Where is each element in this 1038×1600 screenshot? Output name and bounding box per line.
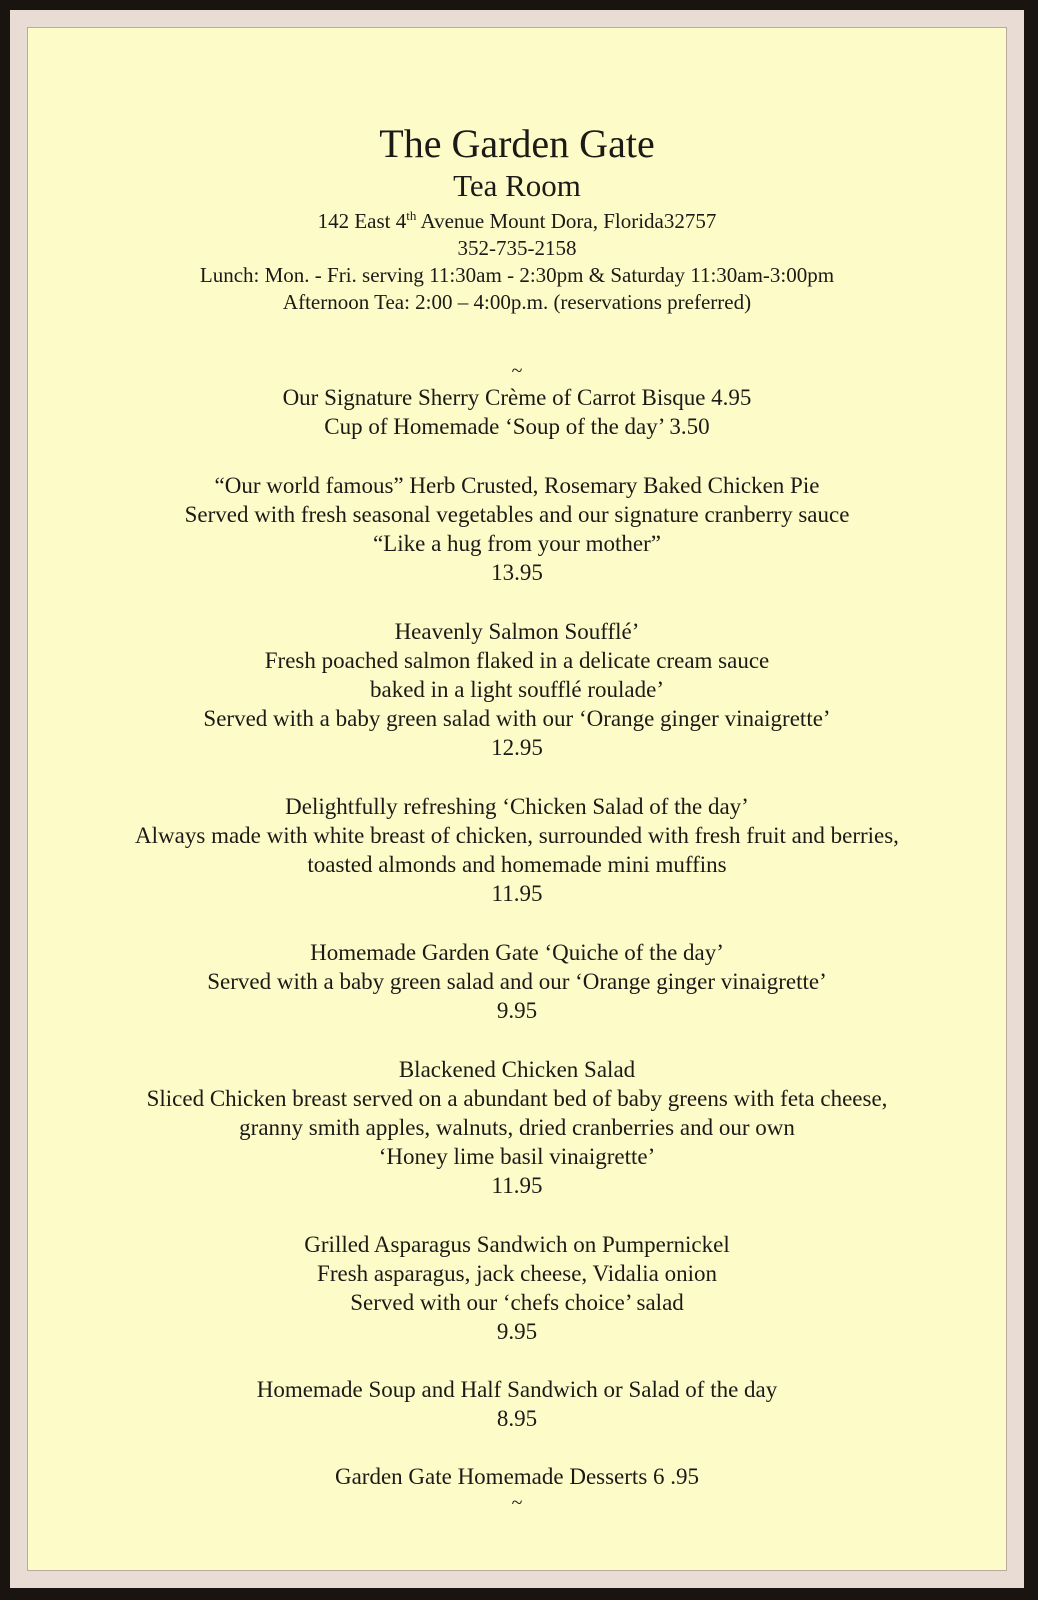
item-price: 9.95 [496,1319,538,1344]
item-price: 9.95 [496,998,538,1023]
restaurant-info [28,208,1006,316]
item-description: toasted almonds and homemade mini muffins [307,852,727,877]
item-price: 12.95 [491,735,543,760]
item-description: Served with a baby green salad with our ‘Orange ginger vinaigrette’ [203,706,831,731]
soup-of-the-day: Cup of Homemade ‘Soup of the day’ 3.50 [324,414,710,439]
lunch-hours: Lunch: Mon. - Fri. serving 11:30am - 2:30pm & Saturday 11:30am-3:00pm [199,263,835,287]
tea-hours: Afternoon Tea: 2:00 – 4:00p.m. (reservations preferred) [282,290,752,314]
menu-item-salmon-souffle [28,617,1006,762]
menu-item-quiche [28,938,1006,1025]
item-name: Heavenly Salmon Soufflé’ [394,619,640,644]
address [28,208,1006,235]
item-description: Served with fresh seasonal vegetables and our signature cranberry sauce [184,502,850,527]
divider-bottom: ~ [511,1492,523,1514]
item-description: Served with a baby green salad and our ‘Orange ginger vinaigrette’ [207,969,827,994]
item-name: “Our world famous” Herb Crusted, Rosemary Baked Chicken Pie [214,473,820,498]
item-name: Grilled Asparagus Sandwich on Pumpernickel [304,1232,730,1257]
item-name: Blackened Chicken Salad [398,1057,636,1082]
item-description: Served with our ‘chefs choice’ salad [350,1290,684,1315]
menu-item-soup-and-half-sandwich [28,1375,1006,1433]
address-prefix: 142 East 4 [317,209,407,233]
restaurant-title: The Garden Gate [379,121,655,166]
item-price: 8.95 [496,1406,538,1431]
soup-bisque: Our Signature Sherry Crème of Carrot Bisque 4.95 [282,385,752,410]
desserts-line [28,1462,1006,1491]
address-suffix: Avenue Mount Dora, Florida32757 [416,209,717,233]
item-description: baked in a light soufflé roulade’ [369,677,664,702]
address-superscript: th [406,208,417,223]
item-description: Fresh asparagus, jack cheese, Vidalia onion [317,1261,717,1286]
item-price: 13.95 [491,560,543,585]
item-description: “Like a hug from your mother” [372,531,662,556]
menu-sheet [27,27,1007,1571]
item-name: Homemade Garden Gate ‘Quiche of the day’ [310,940,724,965]
item-description: granny smith apples, walnuts, dried cranberries and our own [239,1115,795,1140]
desserts: Garden Gate Homemade Desserts 6 .95 [334,1464,700,1489]
menu-item-asparagus-sandwich [28,1230,1006,1346]
restaurant-subtitle: Tea Room [453,168,581,203]
item-name: Homemade Soup and Half Sandwich or Salad of the day [256,1377,778,1402]
item-description: ‘Honey lime basil vinaigrette’ [378,1144,656,1169]
item-price: 11.95 [491,881,543,906]
soup-section [28,383,1006,441]
item-description: Sliced Chicken breast served on a abundant bed of baby greens with feta cheese, [146,1086,888,1111]
item-description: Fresh poached salmon flaked in a delicate cream sauce [264,648,770,673]
item-name: Delightfully refreshing ‘Chicken Salad of the day’ [285,794,749,819]
page-frame [10,10,1024,1588]
divider-top: ~ [511,360,523,382]
phone-number: 352-735-2158 [457,236,577,260]
menu-item-blackened-chicken-salad [28,1055,1006,1200]
item-price: 11.95 [491,1173,543,1198]
menu-item-chicken-salad [28,792,1006,908]
menu-item-chicken-pie [28,471,1006,587]
item-description: Always made with white breast of chicken, surrounded with fresh fruit and berries, [135,823,899,848]
